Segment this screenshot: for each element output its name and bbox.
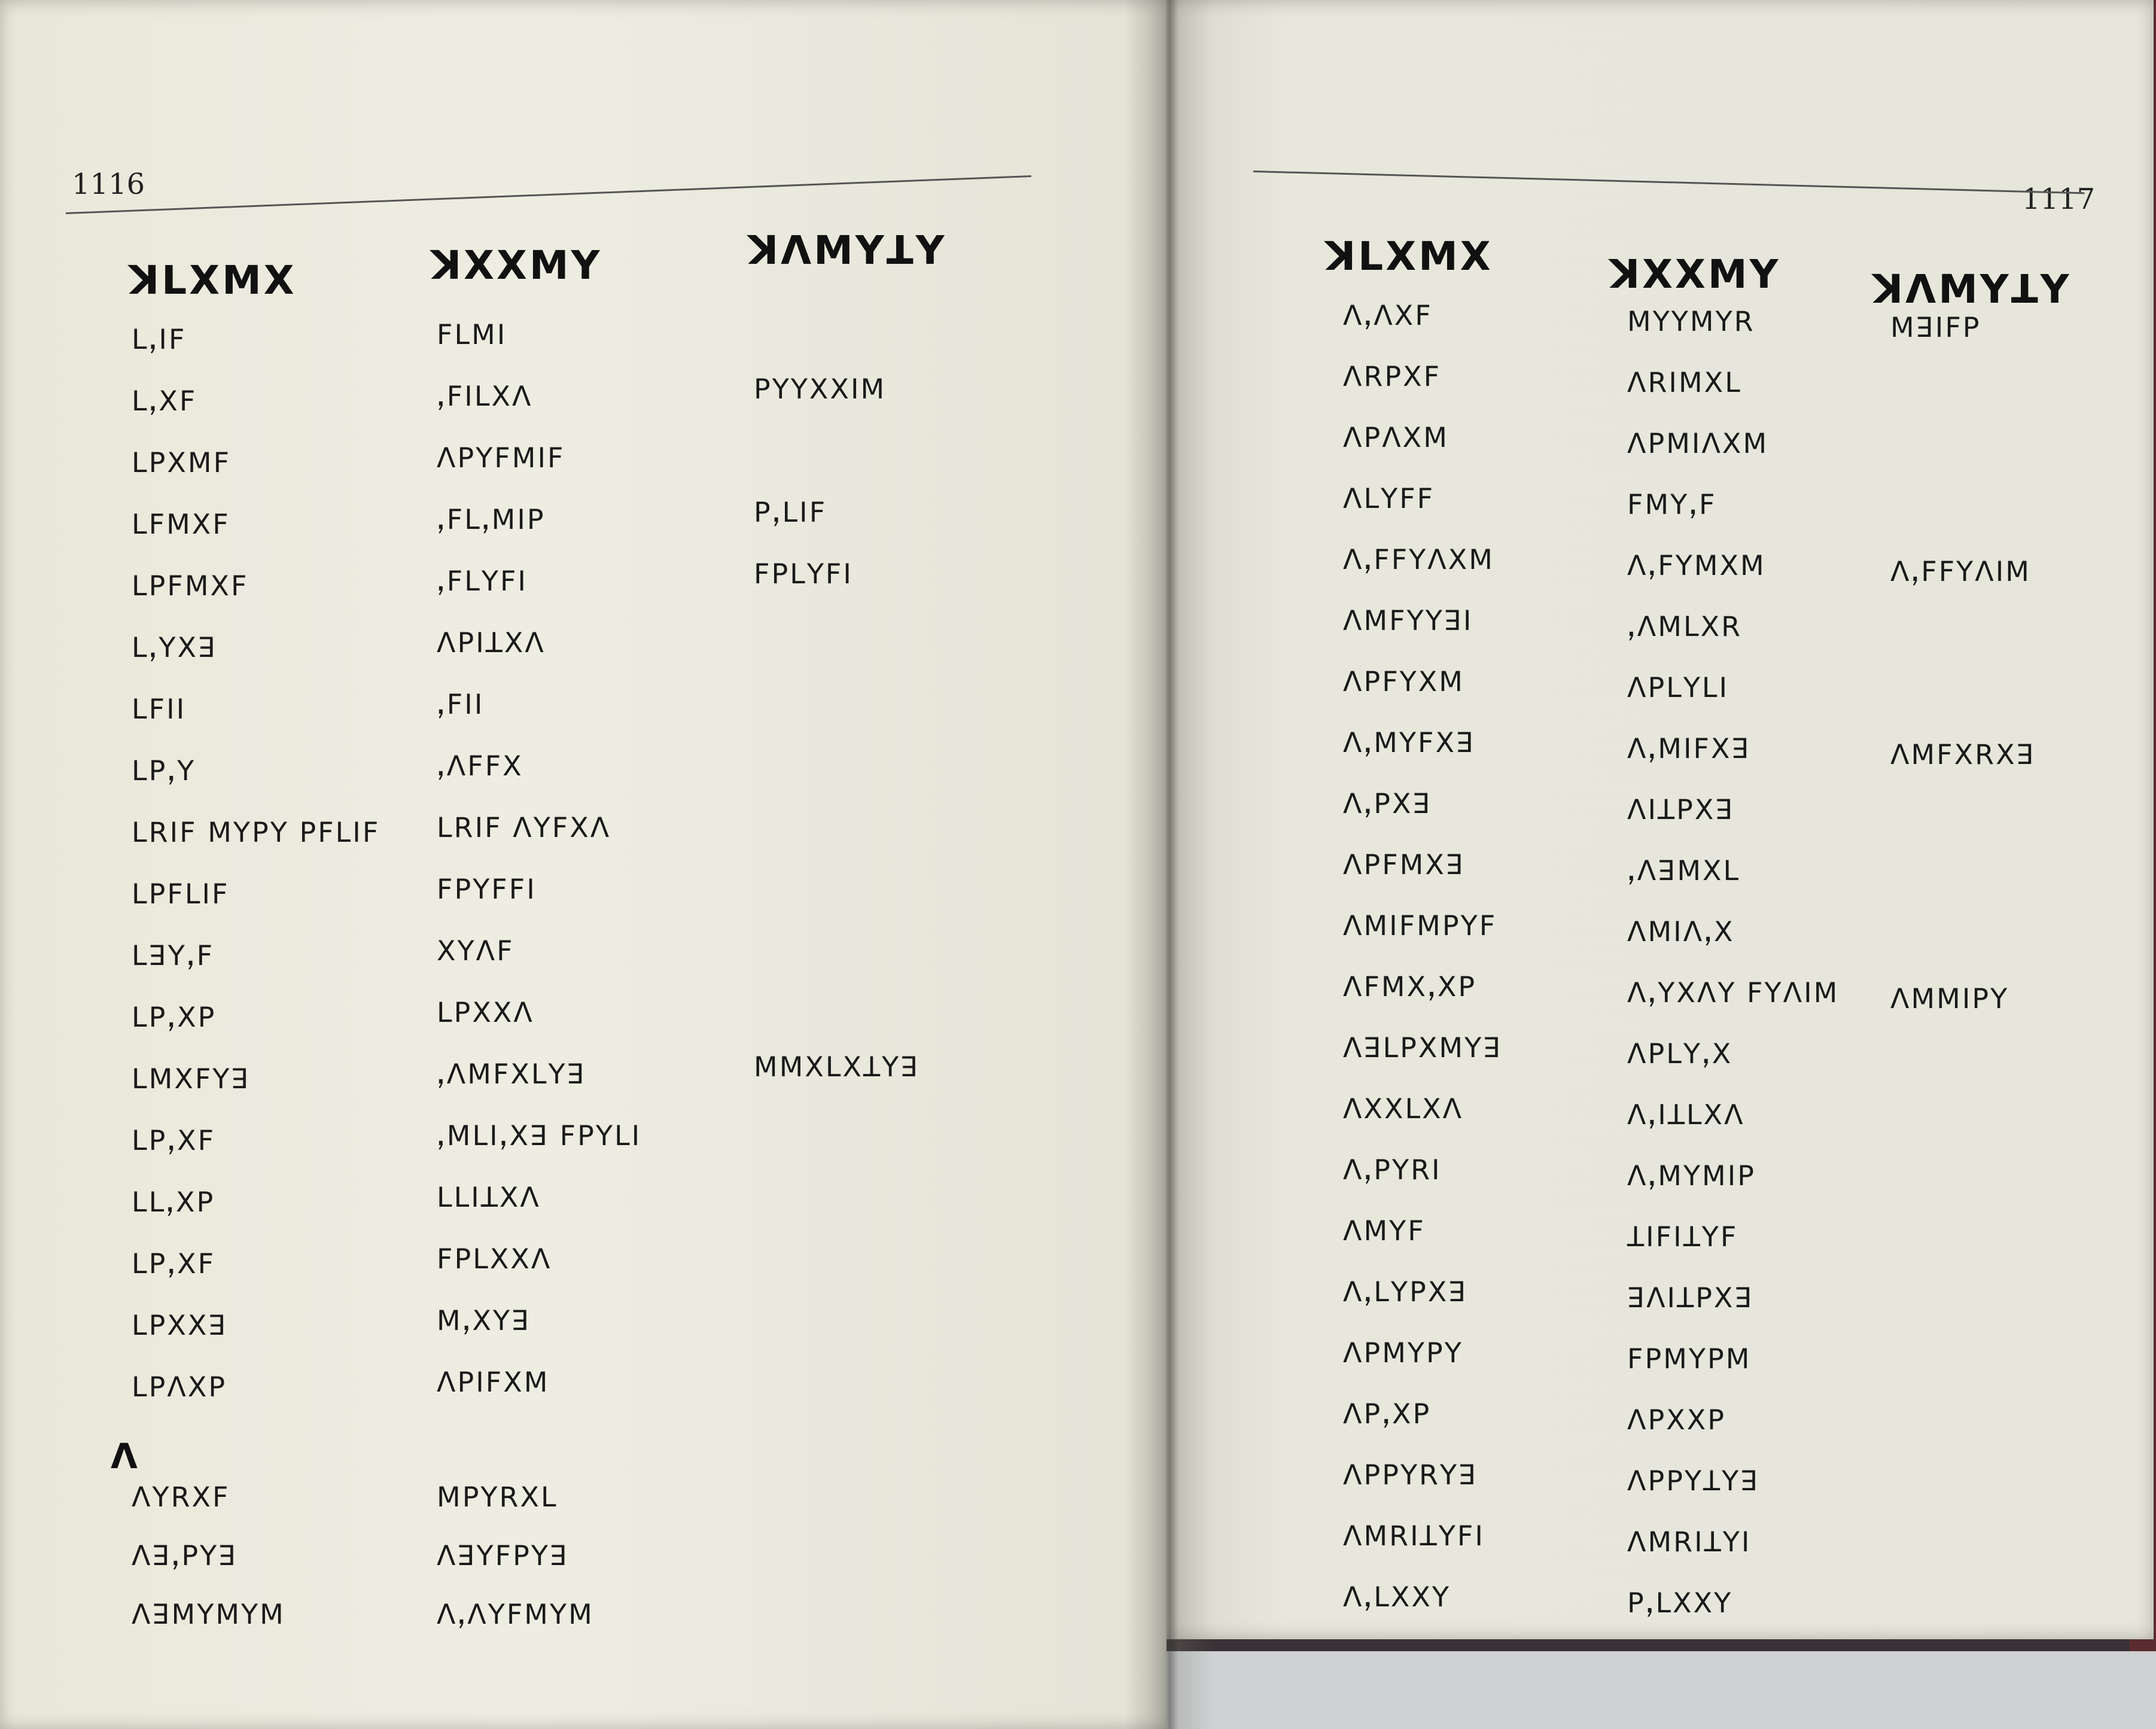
right-header-col-1: ꓘꓡꓫꓟꓫ — [1325, 233, 1493, 279]
entry-cell: ꓥꓟꓬꓝ — [1343, 1214, 1426, 1247]
entry-cell: ꓟꓟꓫꓡꓫꓕꓬꓱ — [754, 1051, 920, 1083]
entry-cell: ꓡꓝꓲꓲ — [132, 693, 187, 725]
entry-cell: ꓥꓫꓫꓡꓫꓥ — [1343, 1092, 1464, 1125]
left-header-col-3: ꓘꓥꓟꓬꓕꓬ — [748, 227, 947, 273]
entry-cell: ꓱꓥꓲꓕꓑꓫꓱ — [1627, 1281, 1754, 1314]
entry-cell: ꓹꓥꓟꓝꓫꓡꓬꓱ — [437, 1058, 586, 1090]
entry-cell: ꓡꓹꓲꓝ — [132, 323, 187, 355]
entry-cell: ꓥꓑꓡꓬꓡꓲ — [1627, 671, 1729, 704]
entry-cell: ꓡꓑꓹꓫꓝ — [132, 1247, 216, 1280]
entry-cell: ꓥꓝꓟꓫꓹꓫꓑ — [1343, 970, 1477, 1003]
entry-cell: ꓥꓬꓣꓫꓝ — [132, 1481, 230, 1513]
entry-cell: ꓥꓑꓟꓲꓥꓫꓟ — [1627, 427, 1769, 459]
entry-cell: ꓥꓹꓑꓫꓱ — [1343, 787, 1432, 820]
entry-cell: ꓹꓥꓱꓟꓫꓡ — [1627, 854, 1741, 887]
book-gutter — [1125, 0, 1214, 1729]
entry-cell: ꓡꓹꓬꓫꓱ — [132, 631, 218, 663]
left-page-number: 1116 — [72, 168, 145, 201]
entry-cell: ꓥꓟꓝꓫꓣꓫꓱ — [1890, 738, 2036, 771]
entry-cell: ꓥꓹꓡꓫꓫꓬ — [1343, 1581, 1451, 1613]
entry-cell: ꓥꓑꓲꓝꓫꓟ — [437, 1366, 550, 1398]
entry-cell: ꓥꓑꓡꓬꓹꓫ — [1627, 1037, 1733, 1070]
entry-cell: ꓥꓑꓫꓫꓑ — [1627, 1404, 1726, 1436]
entry-cell: ꓹꓝꓲꓲ — [437, 688, 485, 720]
entry-cell: ꓥꓟꓣꓲꓕꓬꓝꓲ — [1343, 1520, 1485, 1552]
entry-cell: ꓥꓑꓑꓬꓣꓬꓱ — [1343, 1459, 1478, 1491]
entry-cell: ꓥꓱꓬꓝꓑꓬꓱ — [437, 1539, 569, 1572]
entry-cell: ꓑꓹꓡꓲꓝ — [754, 496, 827, 528]
entry-cell: ꓥꓑꓬꓝꓟꓲꓝ — [437, 442, 565, 474]
entry-cell: ꓥꓹꓟꓲꓝꓫꓱ — [1627, 732, 1751, 765]
entry-cell: ꓡꓑꓹꓬ — [132, 754, 196, 787]
entry-cell: ꓡꓑꓫꓫꓱ — [132, 1309, 228, 1341]
entry-cell: ꓥꓹꓑꓬꓣꓲ — [1343, 1153, 1442, 1186]
entry-cell: ꓡꓱꓬꓹꓝ — [132, 939, 215, 972]
entry-cell: ꓝꓑꓡꓫꓫꓥ — [437, 1243, 552, 1275]
entry-cell: ꓥꓹꓟꓬꓝꓫꓱ — [1343, 726, 1476, 759]
right-header-col-3: ꓘꓥꓟꓬꓕꓬ — [1872, 266, 2072, 312]
entry-cell: ꓡꓑꓥꓫꓑ — [132, 1371, 227, 1403]
entry-cell: ꓫꓬꓥꓝ — [437, 934, 514, 967]
entry-cell: ꓹꓥꓝꓝꓫ — [437, 750, 523, 782]
entry-cell: ꓹꓥꓟꓡꓫꓣ — [1627, 610, 1743, 643]
entry-cell: ꓥꓑꓝꓬꓫꓟ — [1343, 665, 1464, 698]
entry-cell: ꓥꓹꓝꓝꓬꓥꓫꓟ — [1343, 543, 1494, 576]
entry-cell: ꓥꓹꓝꓬꓟꓫꓟ — [1627, 549, 1766, 582]
entry-cell: ꓕꓲꓝꓲꓕꓬꓝ — [1627, 1220, 1738, 1253]
section-letter: ꓥ — [111, 1436, 138, 1477]
entry-cell: ꓟꓑꓬꓣꓫꓡ — [437, 1481, 558, 1513]
entry-cell: ꓡꓑꓝꓡꓲꓝ — [132, 878, 230, 910]
entry-cell: ꓡꓑꓹꓫꓝ — [132, 1124, 216, 1156]
entry-cell: ꓟꓱꓲꓝꓑ — [1890, 311, 1981, 343]
entry-cell: ꓥꓹꓟꓬꓟꓲꓑ — [1627, 1159, 1756, 1192]
entry-cell: ꓡꓑꓫꓟꓝ — [132, 446, 232, 479]
entry-cell: ꓥꓹꓥꓬꓝꓟꓬꓟ — [437, 1598, 594, 1630]
entry-cell: ꓥꓟꓲꓥꓹꓫ — [1627, 915, 1735, 948]
entry-cell: ꓝꓑꓟꓬꓑꓟ — [1627, 1343, 1752, 1375]
entry-cell: ꓥꓱꓡꓑꓫꓟꓬꓱ — [1343, 1031, 1503, 1064]
entry-cell: ꓥꓑꓟꓬꓑꓬ — [1343, 1337, 1463, 1369]
entry-cell: ꓥꓹꓲꓕꓡꓫꓥ — [1627, 1098, 1745, 1131]
entry-cell: ꓥꓹꓝꓝꓬꓥꓲꓟ — [1890, 555, 2031, 588]
entry-cell: ꓑꓹꓡꓫꓫꓬ — [1627, 1587, 1733, 1619]
entry-cell: ꓥꓟꓟꓲꓑꓬ — [1890, 982, 2009, 1015]
entry-cell: ꓡꓹꓫꓝ — [132, 385, 197, 417]
left-header-col-2: ꓘꓫꓫꓟꓬ — [431, 242, 602, 288]
entry-cell: ꓥꓣꓲꓟꓫꓡ — [1627, 366, 1742, 398]
entry-cell: ꓑꓬꓬꓫꓫꓲꓟ — [754, 373, 887, 405]
entry-cell: ꓥꓟꓣꓲꓕꓬꓲ — [1627, 1526, 1752, 1558]
entry-cell: ꓡꓣꓲꓝ ꓟꓬꓑꓬ ꓑꓝꓡꓲꓝ — [132, 816, 380, 848]
entry-cell: ꓡꓣꓲꓝ ꓥꓬꓝꓫꓥ — [437, 811, 611, 844]
left-header-col-1: ꓘꓡꓫꓟꓫ — [129, 257, 297, 303]
entry-cell: ꓥꓑꓲꓕꓫꓥ — [437, 626, 546, 659]
entry-cell: ꓥꓑꓹꓫꓑ — [1343, 1398, 1432, 1430]
entry-cell: ꓹꓝꓡꓬꓝꓲ — [437, 565, 528, 597]
right-page-number: 1117 — [2022, 182, 2096, 216]
entry-cell: ꓡꓝꓟꓫꓝ — [132, 508, 230, 540]
entry-cell: ꓡꓡꓲꓕꓫꓥ — [437, 1181, 541, 1213]
entry-cell: ꓝꓡꓟꓲ — [437, 318, 507, 351]
entry-cell: ꓟꓬꓬꓟꓬꓣ — [1627, 305, 1755, 337]
entry-cell: ꓥꓹꓡꓬꓑꓫꓱ — [1343, 1276, 1468, 1308]
entry-cell: ꓥꓱꓟꓬꓟꓬꓟ — [132, 1598, 285, 1630]
entry-cell: ꓥꓹꓬꓫꓥꓬ ꓝꓬꓥꓲꓟ — [1627, 976, 1840, 1009]
entry-cell: ꓥꓑꓑꓬꓕꓬꓱ — [1627, 1465, 1760, 1497]
entry-cell: ꓥꓡꓬꓝꓝ — [1343, 482, 1435, 515]
entry-cell: ꓥꓟꓲꓝꓟꓑꓬꓝ — [1343, 909, 1497, 942]
entry-cell: ꓟꓹꓫꓬꓱ — [437, 1304, 531, 1337]
entry-cell: ꓥꓑꓥꓫꓟ — [1343, 421, 1449, 453]
entry-cell: ꓝꓑꓬꓝꓝꓲ — [437, 873, 537, 905]
right-header-col-2: ꓘꓫꓫꓟꓬ — [1609, 251, 1781, 297]
entry-cell: ꓹꓟꓡꓲꓹꓫꓱ ꓝꓑꓬꓡꓲ — [437, 1119, 642, 1152]
entry-cell: ꓝꓑꓡꓬꓝꓲ — [754, 558, 853, 590]
entry-cell: ꓡꓑꓫꓫꓥ — [437, 996, 534, 1028]
entry-cell: ꓥꓣꓑꓫꓝ — [1343, 360, 1442, 392]
entry-cell: ꓝꓟꓬꓹꓝ — [1627, 488, 1717, 520]
entry-cell: ꓡꓑꓝꓟꓫꓝ — [132, 570, 249, 602]
entry-cell: ꓥꓹꓥꓫꓝ — [1343, 299, 1433, 331]
entry-cell: ꓡꓡꓹꓫꓑ — [132, 1186, 215, 1218]
entry-cell: ꓥꓑꓝꓟꓫꓱ — [1343, 848, 1465, 881]
entry-cell: ꓥꓱꓹꓑꓬꓱ — [132, 1539, 238, 1572]
entry-cell: ꓡꓟꓫꓝꓬꓱ — [132, 1063, 251, 1095]
entry-cell: ꓥꓲꓕꓑꓫꓱ — [1627, 793, 1735, 826]
entry-cell: ꓥꓟꓝꓬꓬꓱꓲ — [1343, 604, 1473, 637]
entry-cell: ꓡꓑꓹꓫꓑ — [132, 1001, 217, 1033]
entry-cell: ꓹꓝꓲꓡꓫꓥ — [437, 380, 533, 412]
entry-cell: ꓹꓝꓡꓹꓟꓲꓑ — [437, 503, 546, 535]
